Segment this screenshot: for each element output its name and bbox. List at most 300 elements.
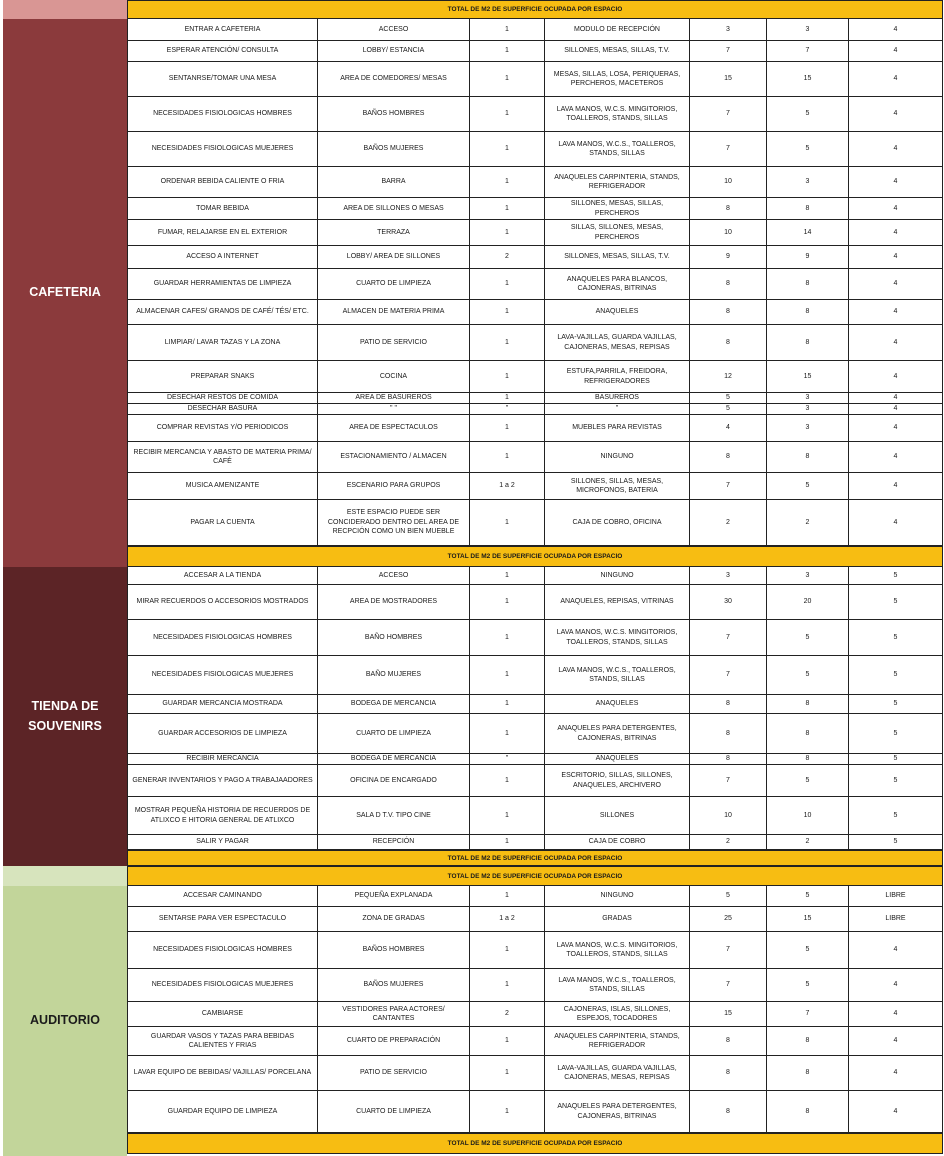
area-cell: 8	[690, 198, 767, 220]
table-row	[0, 198, 944, 220]
area-cell: 8	[690, 1056, 767, 1091]
users-cell: 1	[470, 62, 545, 97]
furniture-cell: SILLONES, MESAS, SILLAS, T.V.	[545, 41, 690, 62]
height-cell: 5	[849, 567, 943, 585]
space-cell: COCINA	[318, 361, 470, 393]
area-cell: 7	[690, 932, 767, 969]
table-row	[0, 404, 944, 415]
area-cell: 4	[690, 415, 767, 442]
furniture-cell: LAVA MANOS, W.C.S. MINGITORIOS, TOALLEROS, STANDS, SILLAS	[545, 620, 690, 656]
height-cell: 4	[849, 62, 943, 97]
area2-cell: 8	[767, 1027, 849, 1056]
height-cell: 4	[849, 361, 943, 393]
height-cell: 4	[849, 1002, 943, 1027]
area-cell: 30	[690, 585, 767, 620]
height-cell: 4	[849, 1056, 943, 1091]
activity-cell: MOSTRAR PEQUEÑA HISTORIA DE RECUERDOS DE ATLIXCO E HITORIA GENERAL DE ATLIXCO	[127, 797, 318, 835]
area2-cell: 3	[767, 415, 849, 442]
space-cell: RECEPCIÓN	[318, 835, 470, 850]
area2-cell: 3	[767, 393, 849, 404]
area2-cell: 15	[767, 62, 849, 97]
activity-cell: ORDENAR BEBIDA CALIENTE O FRIA	[127, 167, 318, 198]
area-cell: 10	[690, 797, 767, 835]
height-cell: 4	[849, 300, 943, 325]
space-cell: PEQUEÑA EXPLANADA	[318, 886, 470, 907]
space-cell: BAÑOS HOMBRES	[318, 932, 470, 969]
height-cell: 4	[849, 97, 943, 132]
users-cell: 1 a 2	[470, 907, 545, 932]
height-cell: 4	[849, 19, 943, 41]
activity-cell: MIRAR RECUERDOS O ACCESORIOS MOSTRADOS	[127, 585, 318, 620]
furniture-cell: NINGUNO	[545, 442, 690, 473]
area-cell: 8	[690, 1027, 767, 1056]
total-area-row: TOTAL DE M2 DE SUPERFICIE OCUPADA POR ESPACIO	[127, 850, 943, 866]
activity-cell: PAGAR LA CUENTA	[127, 500, 318, 546]
table-row	[0, 167, 944, 198]
area2-cell: 7	[767, 1002, 849, 1027]
furniture-cell: MUEBLES PARA REVISTAS	[545, 415, 690, 442]
space-cell: SALA D T.V. TIPO CINE	[318, 797, 470, 835]
space-cell: BODEGA DE MERCANCIA	[318, 754, 470, 765]
users-cell: 1	[470, 1027, 545, 1056]
users-cell: 1	[470, 41, 545, 62]
users-cell: 1	[470, 797, 545, 835]
area-cell: 8	[690, 1091, 767, 1133]
users-cell: 1	[470, 695, 545, 714]
activity-cell: COMPRAR REVISTAS Y/O PERIODICOS	[127, 415, 318, 442]
area-cell: 7	[690, 97, 767, 132]
section-label: CAFETERIA	[3, 19, 127, 567]
table-row	[0, 500, 944, 546]
table-row	[0, 1091, 944, 1133]
table-row	[0, 714, 944, 754]
furniture-cell: LAVA MANOS, W.C.S., TOALLEROS, STANDS, SILLAS	[545, 656, 690, 695]
area-cell: 10	[690, 220, 767, 246]
table-row	[0, 361, 944, 393]
space-cell: CUARTO DE LIMPIEZA	[318, 714, 470, 754]
activity-cell: RECIBIR MERCANCIA	[127, 754, 318, 765]
height-cell: LIBRE	[849, 907, 943, 932]
area2-cell: 8	[767, 754, 849, 765]
section-label: TIENDA DE SOUVENIRS	[3, 567, 127, 866]
height-cell: 4	[849, 1027, 943, 1056]
furniture-cell: ESTUFA,PARRILA, FREIDORA, REFRIGERADORES	[545, 361, 690, 393]
users-cell: 1	[470, 1091, 545, 1133]
area2-cell: 3	[767, 167, 849, 198]
users-cell: 1	[470, 269, 545, 300]
table-row	[0, 797, 944, 835]
table-row	[0, 886, 944, 907]
space-cell: PATIO DE SERVICIO	[318, 325, 470, 361]
area2-cell: 5	[767, 97, 849, 132]
activity-cell: GUARDAR HERRAMIENTAS DE LIMPIEZA	[127, 269, 318, 300]
activity-cell: MUSICA AMENIZANTE	[127, 473, 318, 500]
users-cell: 1	[470, 361, 545, 393]
area-cell: 7	[690, 473, 767, 500]
area-cell: 15	[690, 1002, 767, 1027]
area2-cell: 3	[767, 567, 849, 585]
users-cell: 1 a 2	[470, 473, 545, 500]
activity-cell: ALMACENAR CAFES/ GRANOS DE CAFÉ/ TÉS/ ETC.	[127, 300, 318, 325]
space-cell: AREA DE SILLONES O MESAS	[318, 198, 470, 220]
furniture-cell: "	[545, 404, 690, 415]
space-cell: ESTE ESPACIO PUEDE SER CONCIDERADO DENTRO DEL AREA DE RECPCIÓN COMO UN BIEN MUEBLE	[318, 500, 470, 546]
activity-cell: NECESIDADES FISIOLOGICAS MUEJERES	[127, 656, 318, 695]
furniture-cell: SILLONES, SILLAS, MESAS, MICROFONOS, BATERIA	[545, 473, 690, 500]
activity-cell: ENTRAR A CAFETERIA	[127, 19, 318, 41]
activity-cell: SALIR Y PAGAR	[127, 835, 318, 850]
area2-cell: 2	[767, 835, 849, 850]
height-cell: 5	[849, 620, 943, 656]
area-cell: 25	[690, 907, 767, 932]
furniture-cell: CAJA DE COBRO	[545, 835, 690, 850]
furniture-cell: NINGUNO	[545, 886, 690, 907]
activity-cell: NECESIDADES FISIOLOGICAS HOMBRES	[127, 620, 318, 656]
table-row	[0, 300, 944, 325]
furniture-cell: ANAQUELES	[545, 300, 690, 325]
activity-cell: ACCESAR A LA TIENDA	[127, 567, 318, 585]
area-cell: 8	[690, 442, 767, 473]
total-area-header: TOTAL DE M2 DE SUPERFICIE OCUPADA POR ESPACIO	[127, 0, 943, 19]
table-row	[0, 19, 944, 41]
height-cell: 4	[849, 932, 943, 969]
users-cell: 1	[470, 932, 545, 969]
area-cell: 3	[690, 19, 767, 41]
space-cell: ACCESO	[318, 19, 470, 41]
area2-cell: 8	[767, 198, 849, 220]
area2-cell: 8	[767, 1091, 849, 1133]
height-cell: 5	[849, 585, 943, 620]
activity-cell: NECESIDADES FISIOLOGICAS MUEJERES	[127, 132, 318, 167]
area2-cell: 5	[767, 969, 849, 1002]
furniture-cell: LAVA-VAJILLAS, GUARDA VAJILLAS, CAJONERAS, MESAS, REPISAS	[545, 325, 690, 361]
table-row	[0, 325, 944, 361]
table-row	[0, 754, 944, 765]
table-row	[0, 1027, 944, 1056]
table-row	[0, 41, 944, 62]
height-cell: 4	[849, 246, 943, 269]
activity-cell: CAMBIARSE	[127, 1002, 318, 1027]
users-cell: 1	[470, 300, 545, 325]
users-cell: 1	[470, 1056, 545, 1091]
area2-cell: 14	[767, 220, 849, 246]
table-row	[0, 765, 944, 797]
area-cell: 2	[690, 500, 767, 546]
space-cell: CUARTO DE LIMPIEZA	[318, 1091, 470, 1133]
space-cell: " "	[318, 404, 470, 415]
area2-cell: 8	[767, 300, 849, 325]
table-row	[0, 969, 944, 1002]
table-row	[0, 220, 944, 246]
area2-cell: 3	[767, 404, 849, 415]
table-row	[0, 442, 944, 473]
area-cell: 7	[690, 41, 767, 62]
activity-cell: RECIBIR MERCANCIA Y ABASTO DE MATERIA PRIMA/ CAFÉ	[127, 442, 318, 473]
space-cell: BAÑO MUJERES	[318, 656, 470, 695]
furniture-cell: ANAQUELES	[545, 754, 690, 765]
users-cell: 1	[470, 567, 545, 585]
area-cell: 9	[690, 246, 767, 269]
activity-cell: GENERAR INVENTARIOS Y PAGO A TRABAJAADORES	[127, 765, 318, 797]
space-cell: ESCENARIO PARA GRUPOS	[318, 473, 470, 500]
section-swatch	[3, 866, 127, 886]
furniture-cell: SILLONES, MESAS, SILLAS, PERCHEROS	[545, 198, 690, 220]
furniture-cell: GRADAS	[545, 907, 690, 932]
total-area-header: TOTAL DE M2 DE SUPERFICIE OCUPADA POR ESPACIO	[127, 866, 943, 886]
furniture-cell: MODULO DE RECEPCIÓN	[545, 19, 690, 41]
activity-cell: GUARDAR MERCANCIA MOSTRADA	[127, 695, 318, 714]
activity-cell: NECESIDADES FISIOLOGICAS HOMBRES	[127, 97, 318, 132]
table-row	[0, 132, 944, 167]
area2-cell: 2	[767, 500, 849, 546]
height-cell: 5	[849, 765, 943, 797]
table-row	[0, 695, 944, 714]
area2-cell: 5	[767, 765, 849, 797]
section-swatch	[3, 0, 127, 19]
activity-cell: GUARDAR ACCESORIOS DE LIMPIEZA	[127, 714, 318, 754]
users-cell: 1	[470, 325, 545, 361]
space-cell: LOBBY/ AREA DE SILLONES	[318, 246, 470, 269]
total-area-row: TOTAL DE M2 DE SUPERFICIE OCUPADA POR ESPACIO	[127, 1133, 943, 1154]
furniture-cell: ANAQUELES, REPISAS, VITRINAS	[545, 585, 690, 620]
space-cell: ACCESO	[318, 567, 470, 585]
furniture-cell: SILLONES	[545, 797, 690, 835]
height-cell: 4	[849, 500, 943, 546]
area-cell: 5	[690, 393, 767, 404]
area2-cell: 8	[767, 325, 849, 361]
activity-cell: LIMPIAR/ LAVAR TAZAS Y LA ZONA	[127, 325, 318, 361]
area2-cell: 15	[767, 361, 849, 393]
furniture-cell: ANAQUELES PARA BLANCOS, CAJONERAS, BITRINAS	[545, 269, 690, 300]
furniture-cell: ANAQUELES CARPINTERIA, STANDS, REFRIGERADOR	[545, 1027, 690, 1056]
space-cell: PATIO DE SERVICIO	[318, 1056, 470, 1091]
furniture-cell: MESAS, SILLAS, LOSA, PERIQUERAS, PERCHEROS, MACETEROS	[545, 62, 690, 97]
table-row	[0, 62, 944, 97]
table-row	[0, 835, 944, 850]
table-row	[0, 656, 944, 695]
space-cell: AREA DE ESPECTACULOS	[318, 415, 470, 442]
height-cell: 4	[849, 167, 943, 198]
activity-cell: TOMAR BEBIDA	[127, 198, 318, 220]
table-row	[0, 473, 944, 500]
space-cell: ESTACIONAMIENTO / ALMACEN	[318, 442, 470, 473]
table-row	[0, 97, 944, 132]
area2-cell: 5	[767, 620, 849, 656]
furniture-cell: ANAQUELES PARA DETERGENTES, CAJONERAS, BITRINAS	[545, 714, 690, 754]
area-cell: 8	[690, 269, 767, 300]
furniture-cell: LAVA MANOS, W.C.S., TOALLEROS, STANDS, SILLAS	[545, 132, 690, 167]
space-cell: AREA DE MOSTRADORES	[318, 585, 470, 620]
area2-cell: 5	[767, 932, 849, 969]
area-cell: 8	[690, 695, 767, 714]
furniture-cell: SILLONES, MESAS, SILLAS, T.V.	[545, 246, 690, 269]
table-row	[0, 932, 944, 969]
area-cell: 15	[690, 62, 767, 97]
users-cell: 1	[470, 714, 545, 754]
users-cell: "	[470, 754, 545, 765]
area-cell: 5	[690, 404, 767, 415]
area2-cell: 8	[767, 1056, 849, 1091]
furniture-cell: NINGUNO	[545, 567, 690, 585]
space-cell: AREA DE COMEDORES/ MESAS	[318, 62, 470, 97]
height-cell: 4	[849, 404, 943, 415]
space-cell: VESTIDORES PARA ACTORES/ CANTANTES	[318, 1002, 470, 1027]
space-cell: CUARTO DE PREPARACIÓN	[318, 1027, 470, 1056]
area2-cell: 5	[767, 886, 849, 907]
users-cell: 2	[470, 1002, 545, 1027]
users-cell: 1	[470, 198, 545, 220]
area-cell: 2	[690, 835, 767, 850]
users-cell: "	[470, 404, 545, 415]
area2-cell: 5	[767, 656, 849, 695]
space-cell: TERRAZA	[318, 220, 470, 246]
area-cell: 8	[690, 714, 767, 754]
section-label: AUDITORIO	[3, 886, 127, 1156]
users-cell: 1	[470, 835, 545, 850]
area2-cell: 7	[767, 41, 849, 62]
height-cell: LIBRE	[849, 886, 943, 907]
table-row	[0, 620, 944, 656]
area2-cell: 8	[767, 695, 849, 714]
activity-cell: FUMAR, RELAJARSE EN EL EXTERIOR	[127, 220, 318, 246]
users-cell: 1	[470, 19, 545, 41]
height-cell: 4	[849, 393, 943, 404]
area-cell: 12	[690, 361, 767, 393]
activity-cell: SENTARSE PARA VER ESPECTACULO	[127, 907, 318, 932]
users-cell: 2	[470, 246, 545, 269]
height-cell: 4	[849, 41, 943, 62]
space-cell: BODEGA DE MERCANCIA	[318, 695, 470, 714]
furniture-cell: BASUREROS	[545, 393, 690, 404]
table-row	[0, 1002, 944, 1027]
space-cell: AREA DE BASUREROS	[318, 393, 470, 404]
furniture-cell: LAVA MANOS, W.C.S. MINGITORIOS, TOALLEROS, STANDS, SILLAS	[545, 97, 690, 132]
height-cell: 4	[849, 198, 943, 220]
table-row	[0, 907, 944, 932]
users-cell: 1	[470, 220, 545, 246]
users-cell: 1	[470, 97, 545, 132]
table-row	[0, 415, 944, 442]
activity-cell: DESECHAR BASURA	[127, 404, 318, 415]
users-cell: 1	[470, 167, 545, 198]
area2-cell: 8	[767, 714, 849, 754]
users-cell: 1	[470, 442, 545, 473]
activity-cell: DESECHAR RESTOS DE COMIDA	[127, 393, 318, 404]
furniture-cell: LAVA MANOS, W.C.S., TOALLEROS, STANDS, SILLAS	[545, 969, 690, 1002]
area-cell: 7	[690, 132, 767, 167]
users-cell: 1	[470, 585, 545, 620]
space-cell: BAÑOS MUJERES	[318, 132, 470, 167]
height-cell: 4	[849, 442, 943, 473]
space-cell: OFICINA DE ENCARGADO	[318, 765, 470, 797]
activity-cell: GUARDAR EQUIPO DE LIMPIEZA	[127, 1091, 318, 1133]
height-cell: 5	[849, 656, 943, 695]
furniture-cell: ANAQUELES	[545, 695, 690, 714]
area2-cell: 3	[767, 19, 849, 41]
users-cell: 1	[470, 415, 545, 442]
activity-cell: ACCESO A INTERNET	[127, 246, 318, 269]
area-cell: 7	[690, 620, 767, 656]
height-cell: 4	[849, 1091, 943, 1133]
furniture-cell: CAJA DE COBRO, OFICINA	[545, 500, 690, 546]
users-cell: 1	[470, 500, 545, 546]
height-cell: 4	[849, 325, 943, 361]
furniture-cell: ANAQUELES PARA DETERGENTES, CAJONERAS, BITRINAS	[545, 1091, 690, 1133]
area2-cell: 8	[767, 269, 849, 300]
activity-cell: NECESIDADES FISIOLOGICAS MUEJERES	[127, 969, 318, 1002]
area2-cell: 9	[767, 246, 849, 269]
activity-cell: GUARDAR VASOS Y TAZAS PARA BEBIDAS CALIENTES Y FRIAS	[127, 1027, 318, 1056]
area-cell: 7	[690, 765, 767, 797]
furniture-cell: LAVA MANOS, W.C.S. MINGITORIOS, TOALLEROS, STANDS, SILLAS	[545, 932, 690, 969]
height-cell: 4	[849, 473, 943, 500]
area2-cell: 5	[767, 473, 849, 500]
space-cell: LOBBY/ ESTANCIA	[318, 41, 470, 62]
table-row	[0, 269, 944, 300]
activity-cell: LAVAR EQUIPO DE BEBIDAS/ VAJILLAS/ PORCELANA	[127, 1056, 318, 1091]
activity-cell: ESPERAR ATENCIÓN/ CONSULTA	[127, 41, 318, 62]
area-cell: 7	[690, 969, 767, 1002]
area-cell: 8	[690, 300, 767, 325]
height-cell: 5	[849, 835, 943, 850]
activity-cell: PREPARAR SNAKS	[127, 361, 318, 393]
area-cell: 10	[690, 167, 767, 198]
table-row	[0, 585, 944, 620]
area-cell: 8	[690, 754, 767, 765]
space-cell: CUARTO DE LIMPIEZA	[318, 269, 470, 300]
furniture-cell: SILLAS, SILLONES, MESAS, PERCHEROS	[545, 220, 690, 246]
height-cell: 4	[849, 269, 943, 300]
height-cell: 5	[849, 714, 943, 754]
area2-cell: 8	[767, 442, 849, 473]
activity-cell: SENTANRSE/TOMAR UNA MESA	[127, 62, 318, 97]
furniture-cell: ESCRITORIO, SILLAS, SILLONES, ANAQUELES, ARCHIVERO	[545, 765, 690, 797]
area-cell: 7	[690, 656, 767, 695]
height-cell: 5	[849, 754, 943, 765]
area2-cell: 5	[767, 132, 849, 167]
space-cell: BAÑOS HOMBRES	[318, 97, 470, 132]
table-row	[0, 393, 944, 404]
furniture-cell: CAJONERAS, ISLAS, SILLONES, ESPEJOS, TOCADORES	[545, 1002, 690, 1027]
area-cell: 5	[690, 886, 767, 907]
area2-cell: 10	[767, 797, 849, 835]
space-cell: BAÑO HOMBRES	[318, 620, 470, 656]
furniture-cell: LAVA-VAJILLAS, GUARDA VAJILLAS, CAJONERAS, MESAS, REPISAS	[545, 1056, 690, 1091]
users-cell: 1	[470, 393, 545, 404]
users-cell: 1	[470, 969, 545, 1002]
area-cell: 8	[690, 325, 767, 361]
users-cell: 1	[470, 886, 545, 907]
area2-cell: 15	[767, 907, 849, 932]
height-cell: 4	[849, 132, 943, 167]
users-cell: 1	[470, 656, 545, 695]
users-cell: 1	[470, 132, 545, 167]
table-row	[0, 246, 944, 269]
activity-cell: NECESIDADES FISIOLOGICAS HOMBRES	[127, 932, 318, 969]
table-row	[0, 1056, 944, 1091]
furniture-cell: ANAQUELES CARPINTERIA, STANDS, REFRIGERADOR	[545, 167, 690, 198]
height-cell: 5	[849, 797, 943, 835]
height-cell: 4	[849, 969, 943, 1002]
activity-cell: ACCESAR CAMINANDO	[127, 886, 318, 907]
height-cell: 5	[849, 695, 943, 714]
space-cell: ZONA DE GRADAS	[318, 907, 470, 932]
space-cell: BARRA	[318, 167, 470, 198]
table-row	[0, 567, 944, 585]
users-cell: 1	[470, 765, 545, 797]
space-cell: ALMACEN DE MATERIA PRIMA	[318, 300, 470, 325]
area2-cell: 20	[767, 585, 849, 620]
